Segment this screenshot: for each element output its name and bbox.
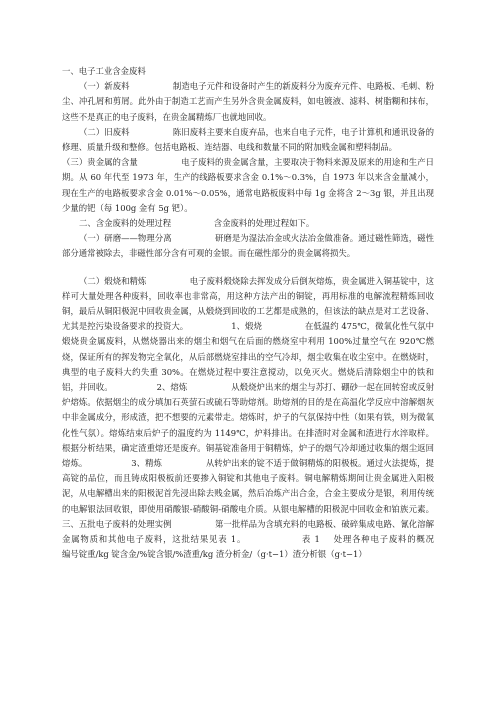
paragraph-calcining-smelting: （二）煅烧和精炼 电子废料煅烧除去挥发成分后倒灰熔炼，贵金属进入铜基锭中，这样可大量处理各种废料，回收率也非常高，用这种方法产出的铜锭，再用标准的电解流程精炼回收铜，最后从铜阳极泥中回收贵金属，从煅烧到回收的工艺都是成熟的，但该法的缺点是对工艺设备、尤其是控污染设备要求的投资大。 1、煅烧 在低温约 475℃，微氧化性气氛中煅烧贵金属废料，从燃烧器出来的烟尘和烟气在后面的燃烧室中利用 100%过量空气在 920℃燃烧，保证所有的挥发物完全氧化，从后部燃烧室排出的空气冷却，烟尘收集在收尘室中。在燃烧时，典型的电子废料大约失重 30%。在燃烧过程中要注意搅动，以免灭火。燃烧后清除烟尘中的铁和铝，并回收。 2、熔炼 从煅烧炉出来的烟尘与苏打、硼砂一起在回转窑或反射炉熔炼。依据烟尘的成分填加石英萤石或硫石等助熔剂。助熔剂的目的是在高温化学反应中溶解烟灰中非金属成分，形成渣，把不想要的元素带走。熔炼时，炉子的气氛保持中性（如果有铁，则为微氧化性气氛）。熔炼结束后炉子的温度约为 1149℃，炉料排出。在排渣时对金属和渣进行水淬取样。根据分析结果，确定渣重熔还是废弃。铜基锭准备用于铜精炼，炉子的烟气冷却通过收集的烟尘返回熔炼。 3、精炼 从转炉出来的锭不适于做铜精炼的阳极板。通过火法提炼，提高锭的品位，而且铸成阳极板前还要掺入铜锭和其他电子废料。铜电解精炼期间让贵金属进入阳极泥，从电解槽出来的阳极泥首先浸出除去贱金属，然后冶炼产出合金，合金主要成分是银，利用传统的电解银法回收银，即使用硝酸银-硝酸铜-硝酸电介质。从银电解槽的阳极泥中回收金和铂族元素。 三、五批电子废料的处理实例 第一批样品为含填充料的电路板、破碎集成电路、氰化溶解金属物质和其他电子废料，这批结果见表 1。 表 1 处理各种电子废料的概况 编号锭重/kg 锭含金/%锭含银/%渣重/kg 渣分析金/（g·t−1）渣分析银（g·t−1） [62, 275, 477, 560]
paragraph-precious-metal-content: （三）贵金属的含量 电子废料的贵金属含量，主要取决于物料来源及原来的用途和生产日期。从 60 年代至 1973 年，生产的线路板要求含金 0.1%～0.3%，自 1973 年以来含金量减小，现在生产的电路板要求含金 0.01%～0.05%，通常电路板废料中每 1g 金将含 2～3g 银，并且出现少量的钯（每 100g 金有 5g 钯）。 [62, 157, 434, 213]
paragraph-grinding: （一）研磨——物理分离 研磨是为湿法冶金或火法冶金做准备。通过磁性筛选，磁性部分通常被除去，非磁性部分含有可观的金银。而在磁性部分的贵金属将损失。 [62, 233, 434, 259]
paragraph-new-scrap: （一）新废料 制造电子元件和设备时产生的新废料分为废弃元件、电路板、毛刺、粉尘、冲孔屑和剪屑。此外由于制造工艺而产生另外含贵金属废料，如电镀液、滤料、树脂糊和抹布，这些不是真正的电子废料，在贵金属精炼厂也就地回收。 [62, 81, 434, 122]
heading-section-two: 二、含金废料的处理过程 含金废料的处理过程如下。 [79, 218, 315, 229]
heading-section-one: 一、电子工业含金废料 [62, 66, 146, 76]
paragraph-old-scrap: （二）旧废料 陈旧废料主要来自废弃品，也来自电子元件，电子计算机和通讯设备的修理、质量升级和整修。包括电路板、连结器、电线和数量不同的附加贱金属和塑料制品。 [62, 126, 434, 153]
paragraph-gap [62, 262, 434, 274]
document-body [62, 64, 477, 563]
